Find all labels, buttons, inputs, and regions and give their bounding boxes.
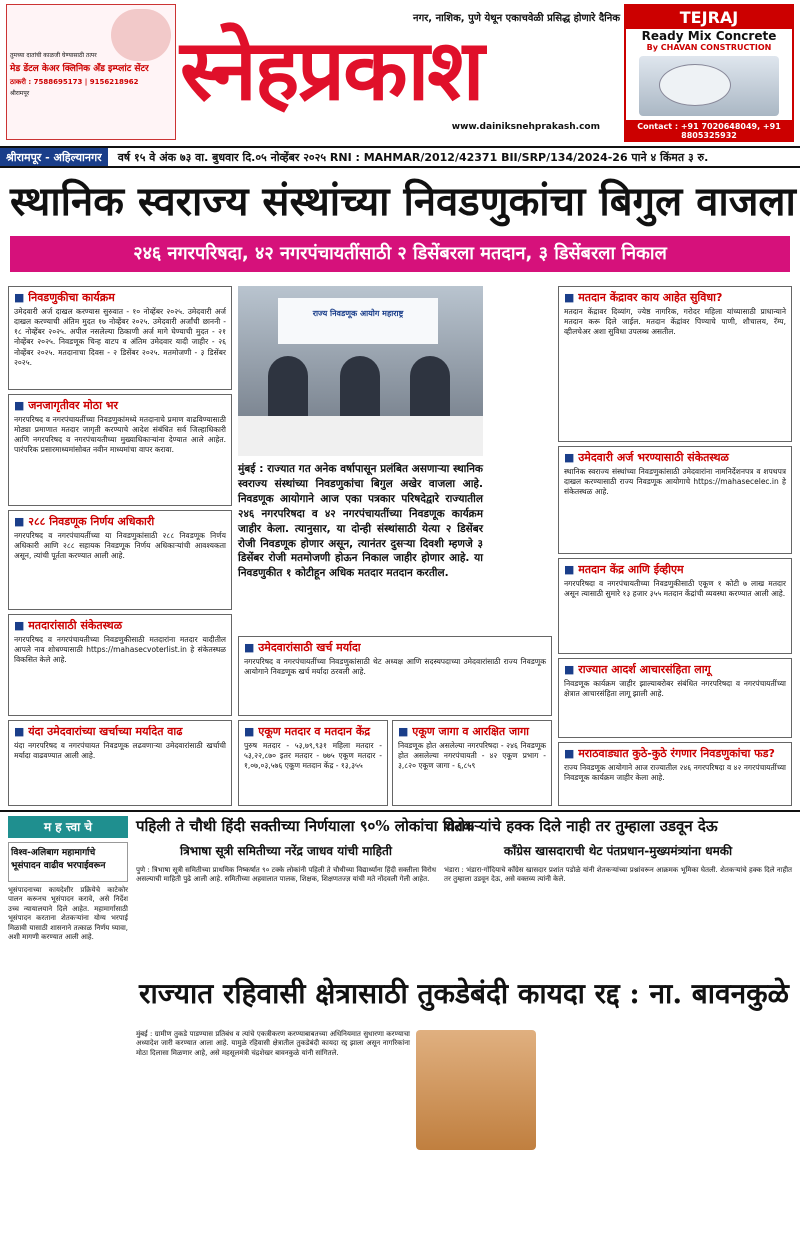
story-hindi-text: पुणे : त्रिभाषा सूत्री समितीच्या प्राथमिक निष्कर्षात ९० टक्के लोकांनी पहिली ते चौथीच्या विद्यार्थ्यांना हिंदी सक्तीला विरोध असल्याची माहिती पुढे आली आहे. समितीच्या अहवालात पालक, शिक्षक, शिक्षणतज्ज्ञ यांची मते नोंदवली गेली आहेत. (136, 866, 436, 884)
box-title: ■ एकूण जागा व आरक्षित जागा (398, 724, 546, 739)
masthead (180, 6, 620, 132)
masthead-tagline: नगर, नाशिक, पुणे येथून एकाचवेळी प्रसिद्ध होणारे दैनिक (413, 13, 620, 24)
box-awareness (8, 394, 232, 506)
box-text: नगरपरिषदा व नगरपंचायतीच्या निवडणुकीसाठी एकूण १ कोटी ७ लाख मतदार असून त्यासाठी सुमारे १३ हजार ३५५ मतदान केंद्रांची व्यवस्था करण्यात आली आहे. (564, 579, 786, 599)
box-voters-centers (238, 720, 388, 806)
box-title: ■ राज्यात आदर्श आचारसंहिता लागू (564, 662, 786, 677)
mixer-truck-image (639, 56, 779, 116)
box-title: ■ उमेदवारी अर्ज भरण्यासाठी संकेतस्थळ (564, 450, 786, 465)
box-voter-website (8, 614, 232, 716)
story-tukdebandi-text: मुंबई : ग्रामीण तुकडे पाडण्यास प्रतिबंध व त्यांचे एकत्रीकरण करण्याबाबतच्या अधिनियमात सुधारणा करण्याचा अध्यादेश जारी करण्यात आला आहे. यामुळे रहिवासी क्षेत्रातील तुकडेबंदी कायदा रद्द झाला असून नागरिकांना मोठा दिलासा मिळणार आहे, असे महसूलमंत्री चंद्रशेखर बावनकुळे यांनी सांगितले. (136, 1030, 410, 1057)
ad-line: तुमच्या दातांची काळजी घेण्यासाठी तत्पर (10, 52, 97, 59)
ad-dental-clinic (6, 4, 176, 140)
box-nomination-website (558, 446, 792, 554)
ad-clinic-name: मेड डेंटल केअर क्लिनिक अँड इम्प्लांट सेंटर (10, 63, 149, 74)
box-title: ■ मतदारांसाठी संकेतस्थळ (14, 618, 226, 633)
box-title: ■ मतदान केंद्र आणि ईव्हीएम (564, 562, 786, 577)
main-subhead: २४६ नगरपरिषदा, ४२ नगरपंचायतींसाठी २ डिसेंबरला मतदान, ३ डिसेंबरला निकाल (10, 236, 790, 272)
section-divider (0, 810, 800, 812)
masthead-title: स्नेहप्रकाश (180, 20, 483, 119)
press-conference-photo (238, 286, 483, 456)
ad-tejraj (624, 4, 794, 142)
dateline-info: वर्ष १५ वे अंक ७३ वा. बुधवार दि.०५ नोव्हेंबर २०२५ RNI : MAHMAR/2012/42371 BII/SRP/134/2024-26 पाने ४ किंमत ३ रु. (117, 150, 709, 164)
box-expense-limit (238, 636, 552, 716)
box-text: उमेदवारी अर्ज दाखल करण्यास सुरुवात - १० नोव्हेंबर २०२५. उमेदवारी अर्ज दाखल करण्याची अंतिम मुदत १७ नोव्हेंबर २०२५. उमेदवारी अर्जांची छाननी - १८ नोव्हेंबर २०२५. अपील नसलेल्या ठिकाणी अर्ज मागे घेण्याची मुदत - २१ नोव्हेंबर २०२५. निवडणूक चिन्ह वाटप व अंतिम उमेदवार यादी जाहीर - २६ नोव्हेंबर २०२५. मतदानाचा दिवस - २ डिसेंबर २०२५. मतमोजणी - ३ डिसेंबर २०२५. (14, 307, 226, 367)
box-text: नगरपरिषद व नगरपंचायतींच्या निवडणुकांसाठी थेट अध्यक्ष आणि सदस्यपदाच्या उमेदवारांसाठी राज्य निवडणूक आयोगाने निवडणूक खर्च मर्यादा ठरवली आहे. (244, 657, 546, 677)
story-hindi-title: पहिली ते चौथी हिंदी सक्तीच्या निर्णयाला ९०% लोकांचा विरोध (136, 817, 475, 835)
story-farmers-sub: काँग्रेस खासदाराची थेट पंतप्रधान-मुख्यमंत्र्यांना धमकी (503, 844, 733, 858)
box-text: निवडणूक कार्यक्रम जाहीर झाल्याबरोबर संबंधित नगरपरिषदा व नगरपंचायतींच्या क्षेत्रात आचारसंहिता लागू झाली आहे. (564, 679, 786, 699)
box-election-schedule (8, 286, 232, 390)
box-text: निवडणूक होत असलेल्या नगरपरिषदा - २४६ निवडणूक होत असलेल्या नगरपंचायती - ४२ एकूण प्रभाग - ३,८२० एकूण जागा - ६,८५९ (398, 741, 546, 771)
box-text: नगरपरिषद व नगरपंचायतींच्या या निवडणुकांसाठी २८८ निवडणूक निर्णय अधिकारी आणि २८८ सहायक निवडणूक निर्णय अधिकाऱ्यांची आवश्यकता असून, त्यांची पूर्तता करण्यात आली आहे. (14, 531, 226, 561)
dateline-place: श्रीरामपूर - अहिल्यानगर (0, 148, 108, 166)
ad-contact: Contact : +91 7020648049, +91 8805325932 (626, 120, 792, 142)
box-title: ■ निवडणुकीचा कार्यक्रम (14, 290, 226, 305)
box-title: ■ २८८ निवडणूक निर्णय अधिकारी (14, 514, 226, 529)
sidebar-title: विश्व-अलिबाग महामार्गाचे भूसंपादन वाढीव भरपाईवरून (8, 842, 128, 882)
box-officers (8, 510, 232, 610)
ad-tag: Ready Mix Concrete (641, 29, 777, 43)
ad-footer: श्रीरामपूर (10, 89, 30, 97)
story-hindi-sub: त्रिभाषा सूत्री समितीच्या नरेंद्र जाधव यांची माहिती (180, 844, 392, 858)
box-title: ■ एकूण मतदार व मतदान केंद्र (244, 724, 382, 739)
story-farmers-title: शेतकऱ्यांचे हक्क दिले नाही तर तुम्हाला उडवून देऊ (444, 817, 718, 835)
box-title: ■ यंदा उमेदवारांच्या खर्चाच्या मर्यादेत वाढ (14, 724, 226, 739)
sidebar-text: भूसंपादनाच्या कायदेशीर प्रक्रियेचे काटेकोर पालन करूनच भूसंपादन करावे, असे निर्देश उच्च न्यायालयाने दिले आहेत. महामार्गासाठी भूसंपादन करताना शेतकऱ्यांना योग्य भरपाई मिळावी यासाठी शासनाने तत्काळ निर्णय घ्यावा, अशी मागणी करण्यात आली आहे. (8, 886, 128, 942)
masthead-url[interactable]: www.dainiksnehprakash.com (451, 122, 600, 132)
lead-story: मुंबई : राज्यात गत अनेक वर्षापासून प्रलंबित असणाऱ्या स्थानिक स्वराज्य संस्थांच्या निवडणुकांचा बिगुल अखेर वाजला आहे. निवडणूक आयोगाने आज एका पत्रकार परिषदेद्वारे राज्यातील २४६ नगरपरिषदा व ४२ नगरपंचायतींच्या निवडणूक कार्यक्रम जाहीर केला. त्यानुसार, या दोन्ही संस्थांसाठी येत्या २ डिसेंबर रोजी निवडणूक होणार असून, त्यानंतर दुसऱ्या दिवशी म्हणजे ३ डिसेंबर रोजी मतमोजणी होऊन निकाल जाहीर होणार आहे. या निवडणुकीत १ कोटीहून अधिक मतदार मतदान करतील. (238, 463, 483, 580)
photo-banner: राज्य निवडणूक आयोग महाराष्ट्र (278, 298, 438, 344)
box-text: नगरपरिषद व नगरपंचायतीच्या निवडणुकीसाठी मतदारांना मतदार यादीतील आपले नाव शोधण्यासाठी https://mahasecvoterlist.in हे संकेतस्थळ विकसित केले आहे. (14, 635, 226, 665)
box-evm (558, 558, 792, 654)
box-title: ■ मतदान केंद्रावर काय आहेत सुविधा? (564, 290, 786, 305)
box-text: राज्य निवडणूक आयोगाने आज राज्यातील २४६ नगरपरिषदा व ४२ नगरपंचायतींच्या निवडणूक कार्यक्रम जाहीर केला आहे. (564, 763, 786, 783)
tooth-smile-image (111, 9, 171, 61)
minister-photo (416, 1030, 536, 1150)
box-expense-limit-increase (8, 720, 232, 806)
box-title: ■ उमेदवारांसाठी खर्च मर्यादा (244, 640, 546, 655)
box-code-of-conduct (558, 658, 792, 738)
dateline (0, 146, 800, 168)
story-tukdebandi-title: राज्यात रहिवासी क्षेत्रासाठी तुकडेबंदी कायदा रद्द : ना. बावनकुळे (139, 977, 789, 1010)
box-marathwada (558, 742, 792, 806)
story-farmers-text: भंडारा : भंडारा-गोंदियाचे काँग्रेस खासदार प्रशांत पडोळे यांनी शेतकऱ्यांच्या प्रश्नांवरून आक्रमक भूमिका घेतली. शेतकऱ्यांचे हक्क दिले नाहीत तर तुम्हाला उडवून देऊ, असे वक्तव्य त्यांनी केले. (444, 866, 792, 884)
ad-brand: TEJRAJ (626, 6, 792, 29)
box-text: यंदा नगरपरिषद व नगरपंचायत निवडणूक लढवणाऱ्या उमेदवारांसाठी खर्चाची मर्यादा वाढवण्यात आली आहे. (14, 741, 226, 761)
box-text: स्थानिक स्वराज्य संस्थांच्या निवडणुकांसाठी उमेदवारांना नामनिर्देशनपत्र व शपथपत्र दाखल करण्यासाठी राज्य निवडणूक आयोगाचे https://mahasecelec.in हे संकेतस्थळ आहे. (564, 467, 786, 497)
desk (238, 416, 483, 456)
box-facilities (558, 286, 792, 442)
box-text: पुरुष मतदार - ५३,७९,९३१ महिला मतदार - ५३,२२,८७० इतर मतदार - ७७५ एकूण मतदार - १,०७,०३,५७६ एकूण मतदान केंद्र - १३,३५५ (244, 741, 382, 771)
box-title: ■ मराठवाड्यात कुठे-कुठे रंगणार निवडणुकांचा फड? (564, 746, 786, 761)
sidebar-tag: म ह त्त्वा चे (8, 816, 128, 838)
box-title: ■ जनजागृतीवर मोठा भर (14, 398, 226, 413)
box-text: नगरपरिषद व नगरपंचायतींच्या निवडणुकांमध्ये मतदानाचे प्रमाण वाढविण्यासाठी मोठ्या प्रमाणात मतदार जागृती करण्याचे आदेश संबंधित सर्व जिल्हाधिकारी आणि नगरपरिषद व नगरपंचायतीच्या मुख्याधिकाऱ्यांना देण्यात आले आहेत. पारंपरिक प्रसारमाध्यमांसोबत नवीन माध्यमांचा वापर करावा. (14, 415, 226, 455)
box-seats-reserved (392, 720, 552, 806)
ad-by: By CHAVAN CONSTRUCTION (646, 43, 772, 52)
main-headline: स्थानिक स्वराज्य संस्थांच्या निवडणुकांचा बिगुल वाजला (10, 178, 796, 225)
ad-phone: ठाकरी : 7588695173 | 9156218962 (10, 77, 139, 86)
box-text: मतदान केंद्रावर दिव्यांग, ज्येष्ठ नागरिक, गरोदर महिला यांच्यासाठी प्राधान्याने मतदान करू दिले जाईल. मतदान केंद्रांवर पिण्याचे पाणी, शौचालय, रॅम्प, व्हीलचेअर अशा सुविधा उपलब्ध असतील. (564, 307, 786, 337)
